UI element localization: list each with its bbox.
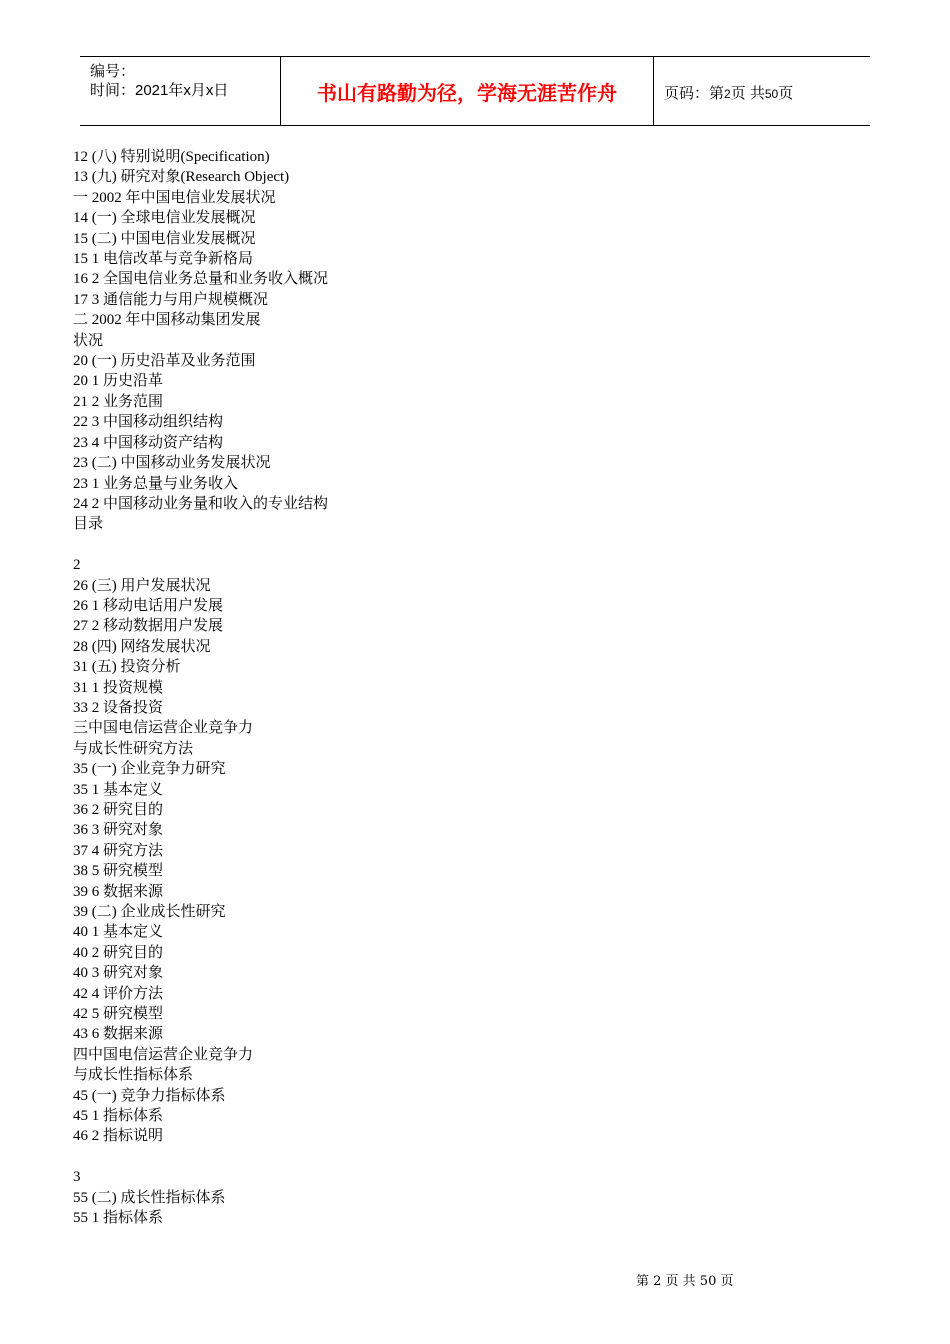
table-of-contents — [73, 147, 328, 1229]
toc-entry: 14 (一) 全球电信业发展概况 — [73, 210, 256, 227]
toc-entry: 23 4 中国移动资产结构 — [73, 434, 224, 451]
toc-entry: 45 1 指标体系 — [73, 1108, 164, 1125]
header-page-cell — [654, 57, 870, 125]
toc-entry: 26 (三) 用户发展状况 — [73, 577, 211, 594]
toc-spacer — [73, 1147, 328, 1167]
toc-entry: 39 6 数据来源 — [73, 883, 164, 900]
toc-entry: 42 4 评价方法 — [73, 985, 164, 1002]
toc-entry: 状况 — [73, 332, 104, 349]
header-page-info — [664, 82, 793, 103]
toc-entry: 40 3 研究对象 — [73, 965, 164, 982]
toc-entry: 13 (九) 研究对象(Research Object) — [73, 169, 290, 186]
toc-entry: 20 1 历史沿革 — [73, 373, 164, 390]
toc-entry: 38 5 研究模型 — [73, 863, 164, 880]
toc-entry: 23 1 业务总量与业务收入 — [73, 475, 239, 492]
header-motto-cell — [281, 57, 654, 125]
toc-entry: 31 (五) 投资分析 — [73, 659, 181, 676]
toc-entry: 目录 — [73, 516, 104, 533]
page-suffix: 页 — [778, 85, 794, 102]
toc-entry: 22 3 中国移动组织结构 — [73, 414, 224, 431]
toc-entry: 39 (二) 企业成长性研究 — [73, 904, 226, 921]
toc-entry: 27 2 移动数据用户发展 — [73, 618, 224, 635]
toc-entry: 31 1 投资规模 — [73, 679, 164, 696]
toc-entry: 33 2 设备投资 — [73, 699, 164, 716]
page-prefix: 页码：第 — [664, 85, 725, 102]
toc-entry: 35 1 基本定义 — [73, 781, 164, 798]
toc-entry: 36 3 研究对象 — [73, 822, 164, 839]
toc-entry: 12 (八) 特别说明(Specification) — [73, 149, 270, 165]
toc-entry: 21 2 业务范围 — [73, 393, 164, 410]
toc-entry: 28 (四) 网络发展状况 — [73, 638, 211, 655]
toc-entry: 55 (二) 成长性指标体系 — [73, 1189, 226, 1206]
header-meta-cell — [80, 57, 281, 125]
toc-entry: 16 2 全国电信业务总量和业务收入概况 — [73, 271, 329, 288]
toc-entry: 45 (一) 竞争力指标体系 — [73, 1087, 226, 1104]
document-time-label: 时间：2021年x月x日 — [90, 82, 229, 99]
toc-entry: 23 (二) 中国移动业务发展状况 — [73, 455, 271, 472]
toc-entry: 37 4 研究方法 — [73, 842, 164, 859]
toc-entry: 40 1 基本定义 — [73, 924, 164, 941]
toc-entry: 15 1 电信改革与竞争新格局 — [73, 251, 254, 268]
toc-entry: 20 (一) 历史沿革及业务范围 — [73, 353, 256, 370]
page-mid: 页 共 — [730, 85, 765, 102]
toc-entry: 3 — [73, 1169, 81, 1186]
toc-entry: 55 1 指标体系 — [73, 1210, 164, 1227]
document-code-label: 编号： — [90, 63, 136, 80]
page-footer: 第 2 页 共 50 页 — [636, 1274, 734, 1289]
page-total: 50 — [764, 87, 779, 101]
toc-entry: 24 2 中国移动业务量和收入的专业结构 — [73, 495, 329, 512]
toc-entry: 15 (二) 中国电信业发展概况 — [73, 230, 256, 247]
toc-entry: 四中国电信运营企业竞争力 — [73, 1046, 254, 1063]
toc-entry: 2 — [73, 557, 81, 574]
toc-entry: 一 2002 年中国电信业发展状况 — [73, 189, 276, 206]
toc-spacer — [73, 535, 328, 555]
page-header — [80, 56, 870, 126]
toc-entry: 17 3 通信能力与用户规模概况 — [73, 291, 269, 308]
toc-entry: 35 (一) 企业竞争力研究 — [73, 761, 226, 778]
toc-entry: 26 1 移动电话用户发展 — [73, 597, 224, 614]
toc-entry: 二 2002 年中国移动集团发展 — [73, 312, 261, 329]
page-number: 2 — [724, 87, 731, 101]
toc-entry: 36 2 研究目的 — [73, 801, 164, 818]
toc-entry: 42 5 研究模型 — [73, 1006, 164, 1023]
toc-entry: 与成长性指标体系 — [73, 1067, 194, 1084]
toc-entry: 43 6 数据来源 — [73, 1026, 164, 1043]
toc-entry: 与成长性研究方法 — [73, 740, 194, 757]
toc-entry: 46 2 指标说明 — [73, 1128, 164, 1145]
toc-entry: 40 2 研究目的 — [73, 944, 164, 961]
toc-entry: 三中国电信运营企业竞争力 — [73, 720, 254, 737]
header-motto: 书山有路勤为径，学海无涯苦作舟 — [317, 81, 617, 105]
